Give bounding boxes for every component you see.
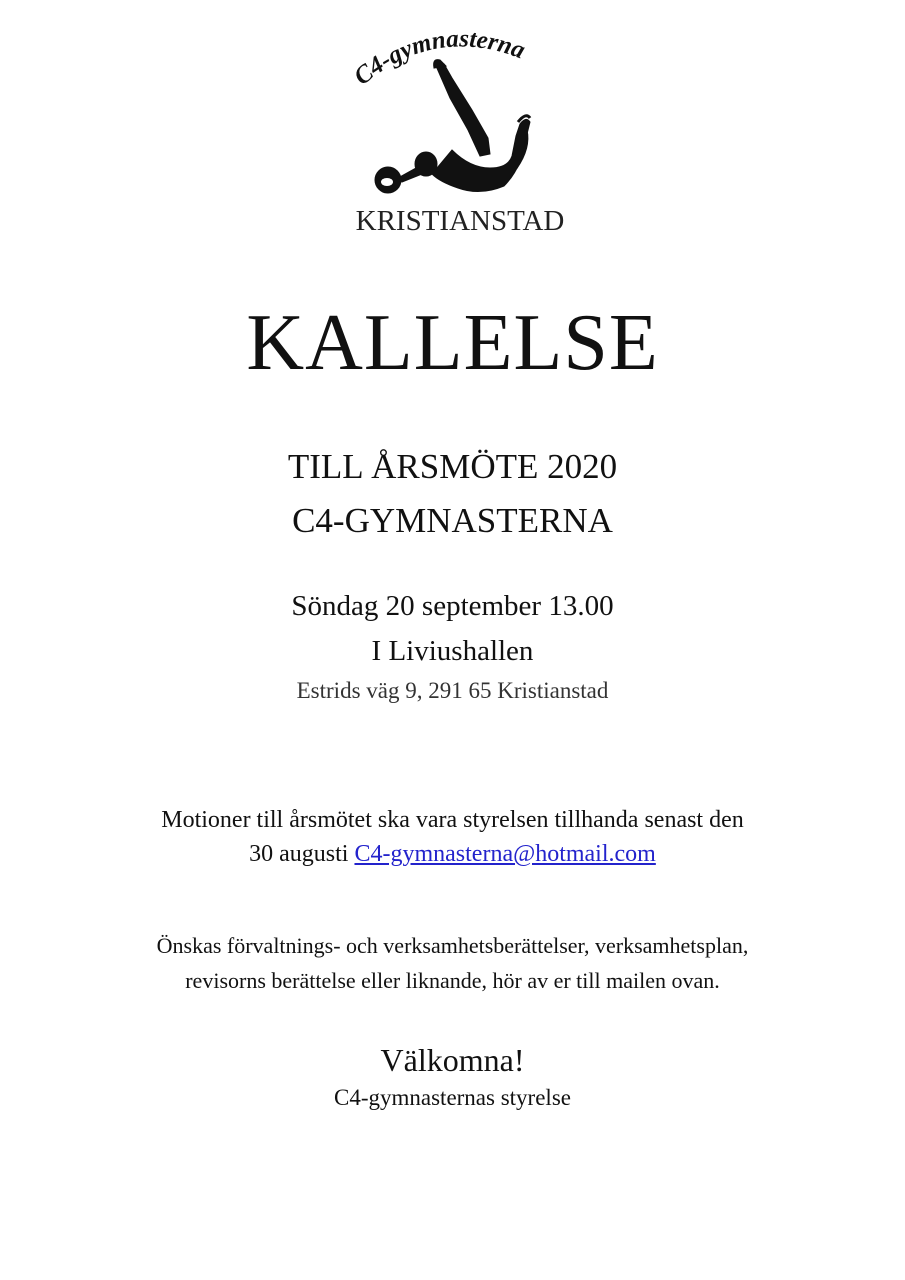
logo-city-text: KRISTIANSTAD: [355, 205, 565, 237]
request-text-line2: revisorns berättelse eller liknande, hör av er till mailen ovan.: [185, 968, 720, 993]
event-date-time: Söndag 20 september 13.00: [291, 590, 614, 622]
svg-text:C4-gymnasterna: [349, 25, 529, 90]
event-venue: I Liviushallen: [371, 635, 534, 667]
page-title: KALLELSE: [246, 299, 659, 387]
welcome-text: Välkomna!: [380, 1042, 525, 1078]
motions-text-line1: Motioner till årsmötet ska vara styrelsen tillhanda senast den: [161, 807, 744, 833]
meeting-subtitle: TILL ÅRSMÖTE 2020: [287, 447, 618, 486]
logo-arc-text: C4-gymnasterna: [349, 25, 529, 91]
contact-email-link[interactable]: C4-gymnasterna@hotmail.com: [354, 841, 656, 867]
motions-deadline: 30 augusti: [249, 841, 355, 867]
club-logo: [340, 18, 580, 238]
club-name-heading: C4-GYMNASTERNA: [292, 501, 613, 540]
event-address: Estrids väg 9, 291 65 Kristianstad: [296, 678, 609, 703]
request-text-line1: Önskas förvaltnings- och verksamhetsberättelser, verksamhetsplan,: [156, 933, 749, 958]
motions-text-line2: [0, 838, 905, 870]
signature-text: C4-gymnasternas styrelse: [334, 1085, 571, 1110]
gymnast-logo-graphic: [340, 18, 580, 238]
